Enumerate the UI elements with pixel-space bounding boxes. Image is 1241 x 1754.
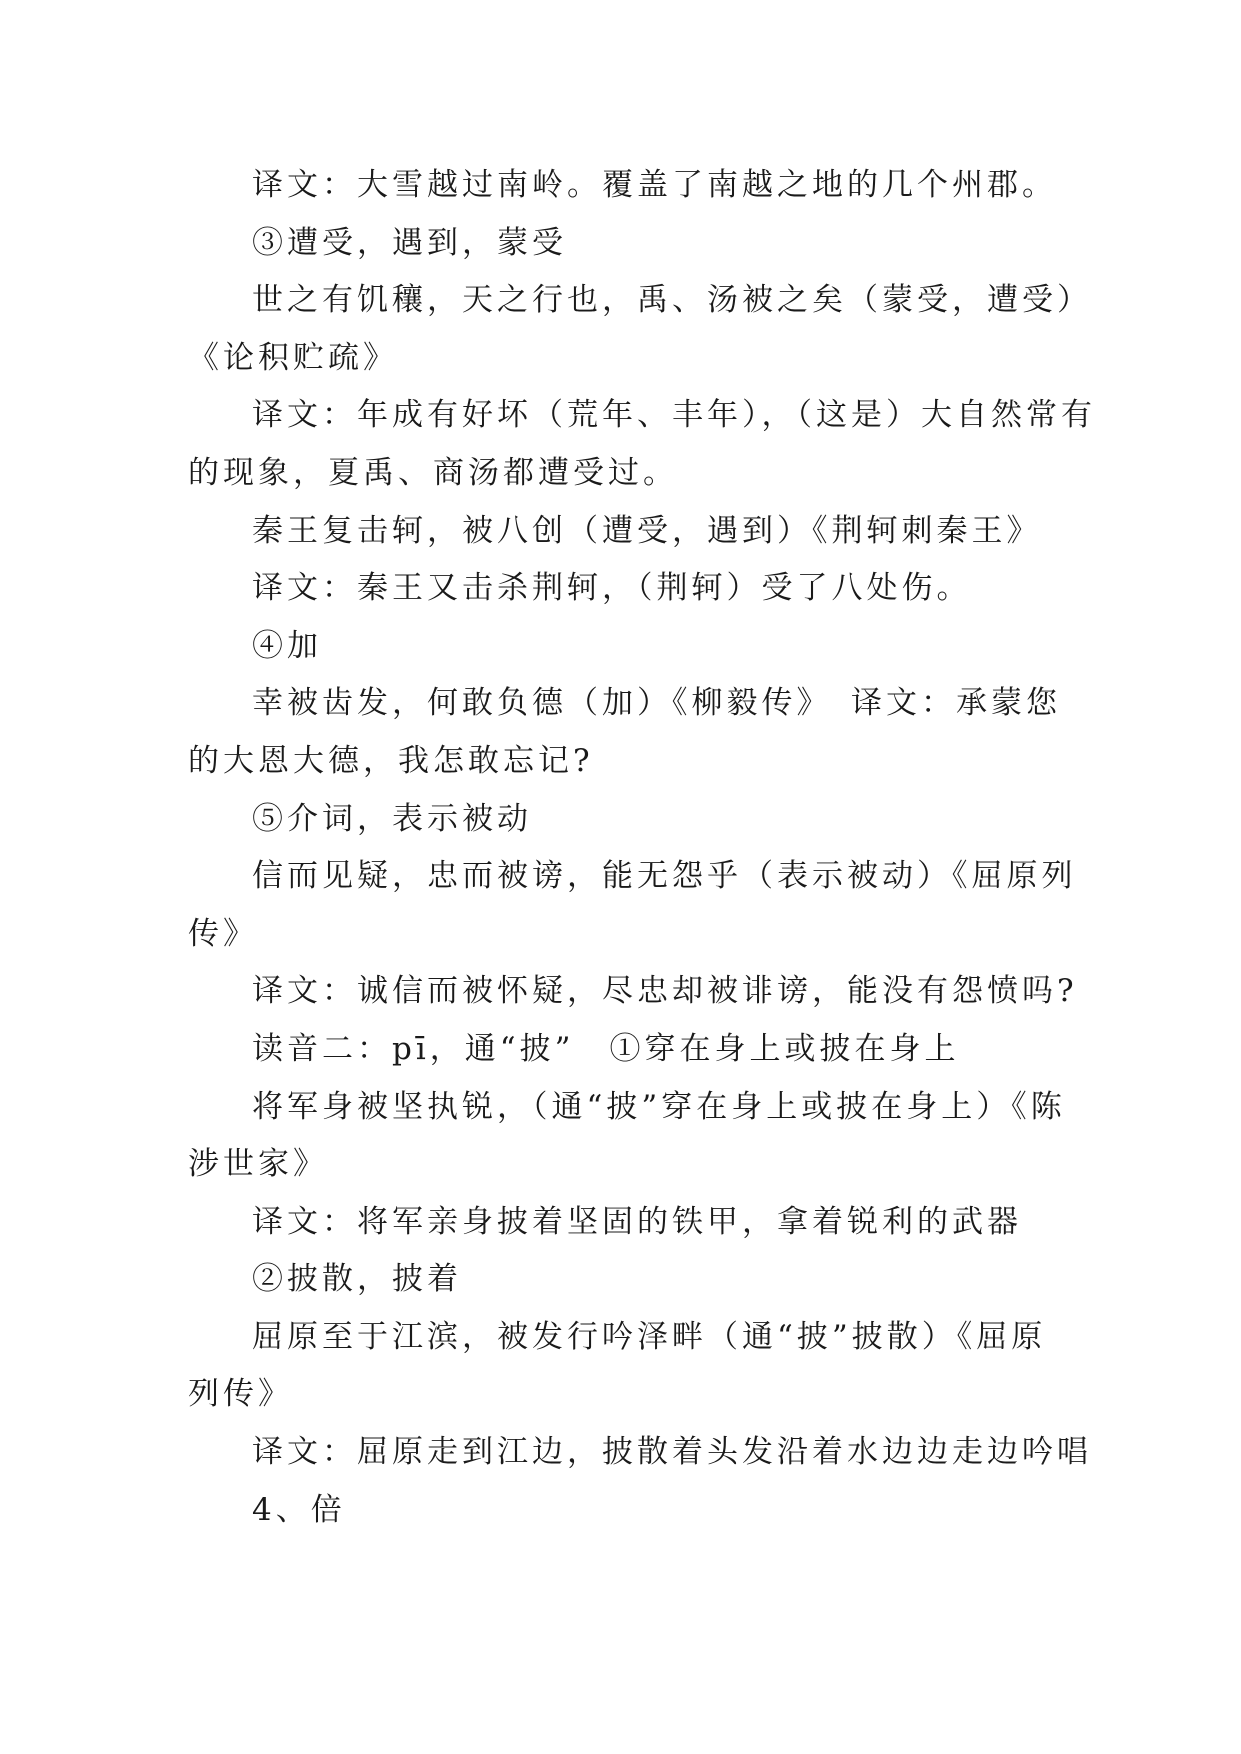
text-line: 译文：诚信而被怀疑，尽忠却被诽谤，能没有怨愤吗? [252,973,1078,1010]
text-line: 译文：秦王又击杀荆轲，（荆轲）受了八处伤。 [252,570,972,607]
text-line: 《论积贮疏》 [188,339,398,376]
text-line: 秦王复击轲，被八创（遭受，遇到）《荆轲刺秦王》 [252,512,1042,549]
text-line: 屈原至于江滨，被发行吟泽畔（通“披”披散）《屈原 [252,1318,1047,1355]
text-line: 世之有饥穰，天之行也，禹、汤被之矣（蒙受，遭受） [252,282,1092,319]
text-line: 读音二：pī，通“披” ①穿在身上或披在身上 [252,1030,960,1067]
text-line: ②披散，披着 [252,1261,462,1298]
text-line: 将军身被坚执锐，（通“披”穿在身上或披在身上）《陈 [252,1088,1066,1125]
text-line: 传》 [188,915,258,952]
text-line: ⑤介词，表示被动 [252,800,532,837]
text-line: 译文：将军亲身披着坚固的铁甲，拿着锐利的武器 [252,1203,1022,1240]
document-body [188,157,1096,1539]
text-line: 译文：年成有好坏（荒年、丰年），（这是）大自然常有 [252,397,1096,434]
text-line: 译文：屈原走到江边，披散着头发沿着水边边走边吟唱 [252,1434,1092,1471]
text-line: 幸被齿发，何敢负德（加）《柳毅传》 译文：承蒙您 [252,685,1061,722]
text-line: ③遭受，遇到，蒙受 [252,224,567,261]
text-line: ④加 [252,627,322,664]
text-line: 的大恩大德，我怎敢忘记? [188,742,594,779]
text-line: 的现象，夏禹、商汤都遭受过。 [188,454,678,491]
text-line: 4、倍 [252,1491,346,1528]
text-line: 列传》 [188,1376,293,1413]
text-line: 信而见疑，忠而被谤，能无怨乎（表示被动）《屈原列 [252,858,1077,895]
text-line: 译文：大雪越过南岭。覆盖了南越之地的几个州郡。 [252,167,1057,203]
text-line: 涉世家》 [188,1146,328,1183]
